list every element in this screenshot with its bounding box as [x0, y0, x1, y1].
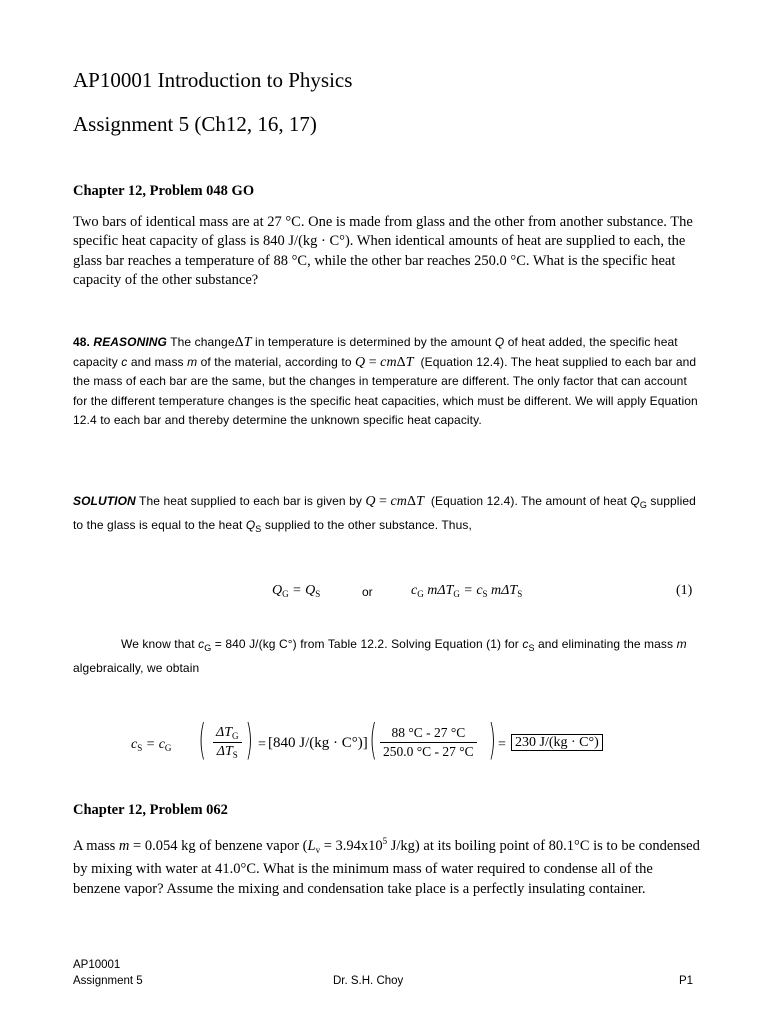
footer-course-code: AP10001: [73, 959, 121, 971]
problem-statement: Two bars of identical mass are at 27 °C. One is made from glass and the other from another substance. The specific heat capacity of glass is 840 J/(kg · C°). When identical amounts of heat are supplied to each, the glass bar reaches a temperature of 88 °C, while the other bar reaches 250.0 °C. What is the specific heat capacity of the other substance?: [73, 214, 693, 288]
glass-specific-heat: [840 J/(kg · C°)]: [268, 735, 368, 751]
equation-number: (1): [676, 583, 693, 598]
reasoning-paragraph: 48. REASONING The changeΔT in temperature is determined by the amount Q of heat added, the specific heat capacity c and mass m of the material, according to Q = cmΔT (Equation 12.4). The heat supplied to each bar and the mass of each bar are the same, but the changes in temperature are different. The only factor that can account for the different temperature changes is the specific heat capacities, which must be different. We will apply Equation 12.4 to each bar and thereby determine the unknown specific heat capacity.: [73, 335, 698, 427]
problem2-statement: A mass m = 0.054 kg of benzene vapor ($L_v = 3.94x10^5$ J/kg) at its boiling point of 80.1°C is to be condensed by mixing with water at 41.0°C. What is the minimum mass of water required to condense all of the benzene vapor? Assume the mixing and condensation take place is a perfectly insulating container.: [73, 836, 700, 897]
footer-author: Dr. S.H. Choy: [333, 975, 404, 987]
known-value-paragraph: We know that $c_G = 840$ J/(kg C°) from Table 12.2. Solving Equation (1) for $c_S$ and eliminating the mass m algebraically, we obtain: [73, 637, 687, 675]
assignment-title: Assignment 5 (Ch12, 16, 17): [73, 112, 317, 136]
equation-heat-balance: $c_G$ $m\Delta T_G = c_S$ mΔT$_S$: [411, 583, 523, 599]
answer-box: 230 J/(kg · C°): [511, 734, 603, 751]
course-title: AP10001 Introduction to Physics: [73, 68, 353, 92]
problem2-heading: Chapter 12, Problem 062: [73, 802, 228, 818]
solution-paragraph: SOLUTION The heat supplied to each bar is given by Q = cmΔT (Equation 12.4). The amount of heat $Q_G$ supplied to the glass is equal to the heat $Q_S$ supplied to the other substance. Thus,: [73, 494, 696, 534]
temperature-change-glass: 88 °C - 27 °C: [380, 725, 477, 743]
equation-qg-qs: $Q_G = Q_S$: [272, 583, 321, 599]
equation-or: or: [362, 585, 373, 599]
problem-heading: Chapter 12, Problem 048 GO: [73, 183, 255, 199]
footer-assignment: Assignment 5: [73, 975, 143, 987]
temperature-change-substance: 250.0 °C - 27 °C: [383, 744, 474, 759]
footer-page-number: P1: [679, 975, 694, 987]
